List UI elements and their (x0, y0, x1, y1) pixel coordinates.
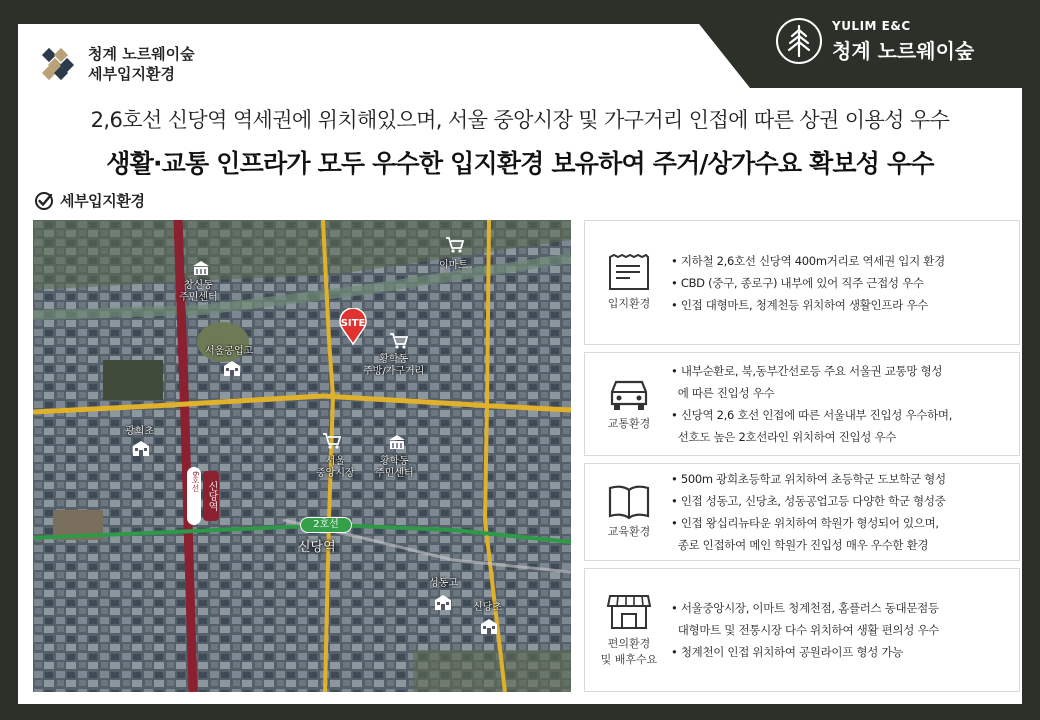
panel-education (584, 463, 1020, 561)
panel-education-item: 종로 인접하여 메인 학원가 진입성 매우 우수한 환경 (671, 538, 929, 552)
brand-right (776, 18, 974, 64)
panel-location (584, 220, 1020, 345)
panel-education-item: • 인접 성동고, 신당초, 성동공업고등 다양한 학군 형성중 (671, 494, 946, 508)
check-circle-icon (34, 191, 54, 211)
label-gwanghui-elem: 광희초 (125, 426, 154, 437)
project-name: 청계 노르웨이숲 (832, 38, 975, 63)
school-icon-gwanghui (131, 440, 151, 458)
label-seoul-tech-high: 서울공업고 (205, 346, 254, 357)
car-icon (606, 376, 652, 412)
panel-transport-item: • 신당역 2,6 호선 인접에 따른 서울내부 진입성 우수하며, (671, 408, 953, 422)
line6-station-label: 신당역 (203, 471, 219, 521)
cart-icon-hwanghak (389, 332, 409, 350)
label-jungang-market: 서울 중앙시장 (316, 456, 355, 479)
label-emart: 이마트 (439, 260, 468, 271)
panel-location-item: • 지하철 2,6호선 신당역 400m거리로 역세권 입지 환경 (671, 253, 945, 268)
panel-education-item: • 500m 광희초등학교 위치하여 초등학군 도보학군 형성 (671, 472, 946, 486)
brand-title: 청계 노르웨이숲 (88, 45, 195, 63)
store-icon (606, 592, 652, 632)
building-icon-changsin (191, 260, 211, 278)
school-icon-seoul-tech (222, 360, 242, 378)
label-sungdong-high: 성동고 (429, 578, 458, 589)
panel-location-item: • 인접 대형마트, 청계천등 위치하여 생활인프라 우수 (671, 297, 928, 312)
line6-badge (183, 467, 223, 525)
panel-convenience-item: • 서울중앙시장, 이마트 청계천점, 홈플러스 동대문점등 (671, 601, 939, 615)
label-sindang-elem: 신당초 (473, 602, 502, 613)
school-icon-sungdong (433, 594, 453, 612)
sindang-station-label: 신당역 (298, 540, 336, 555)
brand-logo-icon (42, 48, 74, 80)
label-hwanghak-market: 황학동 주방/가구거리 (363, 354, 425, 377)
panel-transport-item: 에 따른 진입성 우수 (671, 386, 775, 400)
panel-convenience-item: 대형마트 및 전통시장 다수 위치하여 생활 편의성 우수 (671, 623, 939, 637)
panel-education-caption: 교육환경 (607, 525, 651, 538)
line6-label: 6호선 (191, 471, 200, 493)
panel-convenience (584, 568, 1020, 692)
cart-icon-emart (445, 236, 465, 254)
panel-transport-item: 선호도 높은 2호선라인 위치하여 진입성 우수 (671, 430, 897, 444)
site-marker-icon (336, 308, 370, 346)
company-name: YULIM E&C (832, 18, 911, 33)
location-map (33, 220, 571, 692)
section-title (34, 190, 145, 211)
section-title-text: 세부입지환경 (60, 192, 145, 210)
receipt-icon (606, 254, 652, 292)
site-label: SITE (340, 318, 366, 329)
headline-main: 생활·교통 인프라가 모두 우수한 입지환경 보유하여 주거/상가수요 확보성 우수 (106, 149, 934, 178)
label-hwanghak-center: 황학동 주민센터 (375, 456, 414, 479)
school-icon-sindang (479, 618, 499, 636)
book-icon (606, 484, 652, 520)
panel-transport-item: • 내부순환로, 북,동부간선로등 주요 서울권 교통망 형성 (671, 364, 943, 378)
headline-sub: 2,6호선 신당역 역세권에 위치해있으며, 서울 중앙시장 및 가구거리 인접에 따른 상권 이용성 우수 (90, 108, 950, 132)
panel-convenience-caption: 편의환경 및 배후수요 (600, 637, 658, 666)
panel-education-item: • 인접 왕십리뉴타운 위치하여 학원가 형성되어 있으며, (671, 516, 939, 530)
brand-left (42, 44, 195, 84)
cart-icon-jungang (322, 432, 342, 450)
panel-transport (584, 352, 1020, 456)
panel-convenience-item: • 청계천이 인접 위치하여 공원라이프 형성 가능 (671, 645, 903, 659)
line2-badge: 2호선 (300, 517, 352, 533)
brand-subtitle: 세부입지환경 (88, 65, 175, 83)
building-icon-hwanghak (387, 434, 407, 452)
panel-location-item: • CBD (중구, 종로구) 내부에 있어 직주 근접성 우수 (671, 275, 924, 290)
panel-transport-caption: 교통환경 (607, 417, 651, 430)
tree-emblem-icon (776, 18, 822, 64)
label-changsin: 창신동 주민센터 (179, 280, 218, 303)
panel-location-caption: 입지환경 (607, 296, 651, 310)
